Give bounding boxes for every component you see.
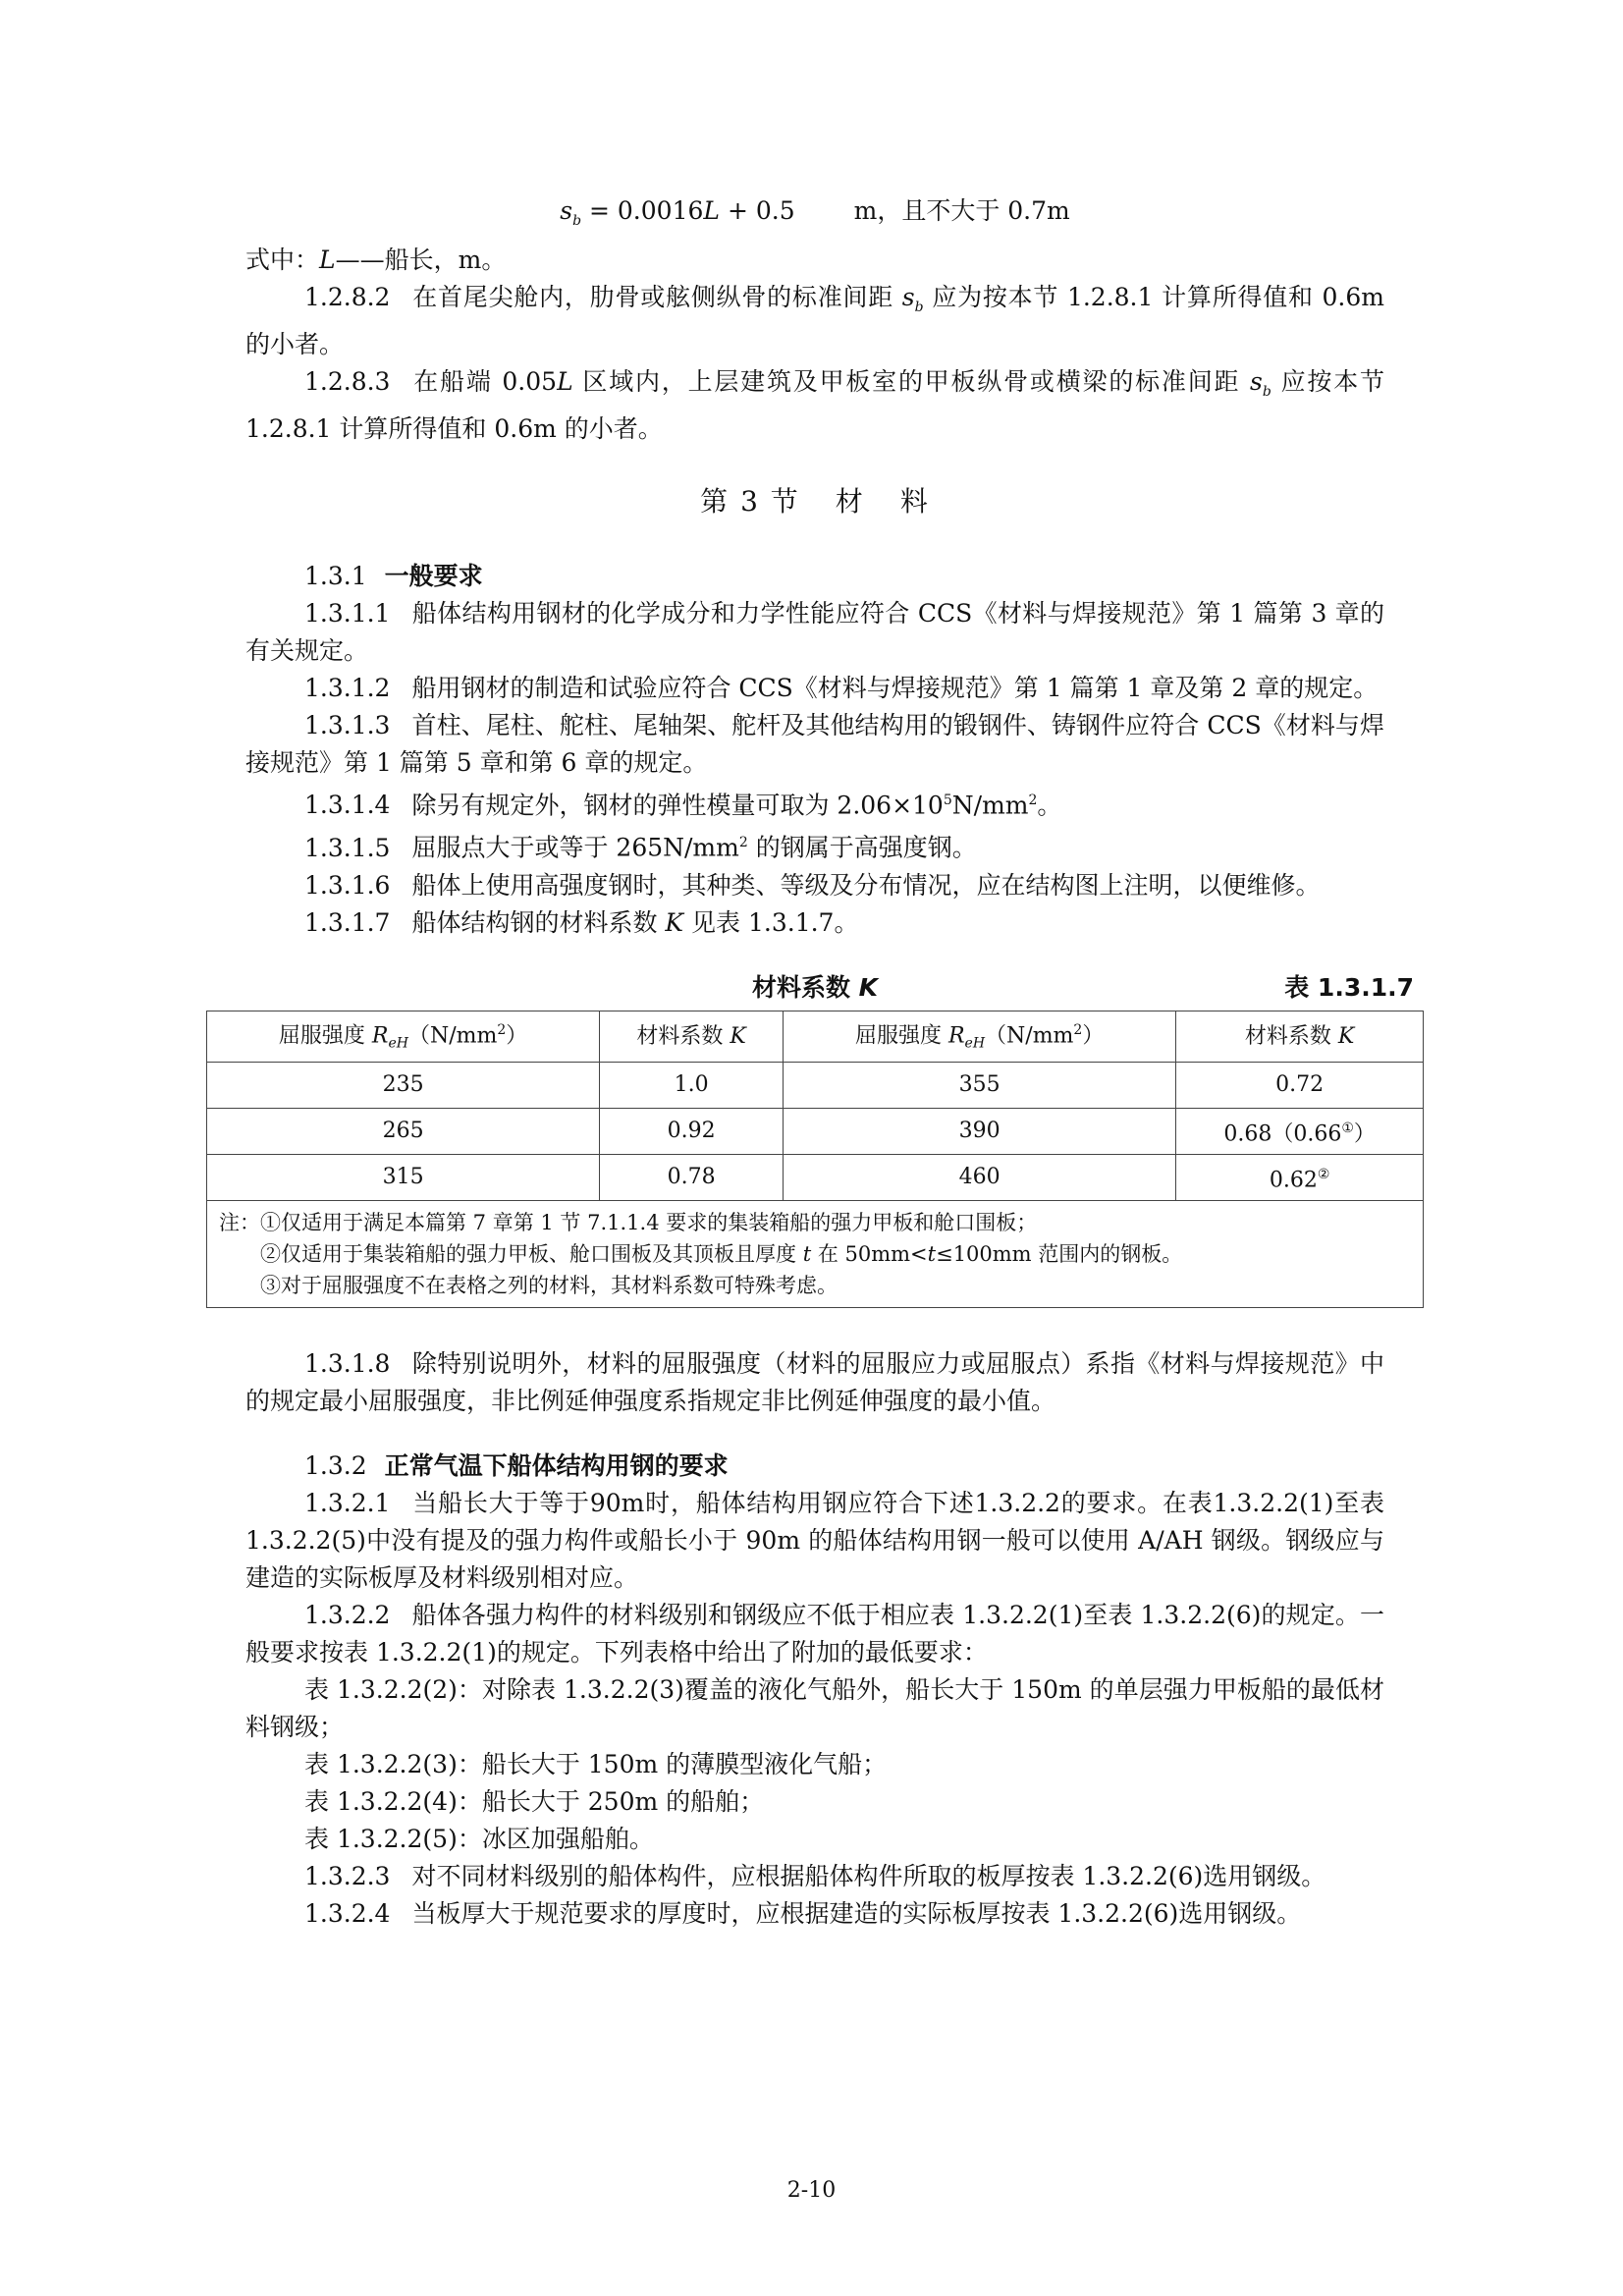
table-note-3: ③对于屈服强度不在表格之列的材料，其材料系数可特殊考虑。 bbox=[260, 1274, 838, 1298]
table-notes bbox=[207, 1201, 1424, 1308]
heading-number: 1.3.2 bbox=[304, 1451, 367, 1481]
clause-1-2-8-3 bbox=[245, 363, 1384, 448]
header-sub: eH bbox=[964, 1035, 986, 1052]
clause-text: 应按本节 1.2.8.1 计算所得值和 0.6m 的小者。 bbox=[245, 367, 1384, 443]
clause-number: 1.3.1.2 bbox=[304, 674, 391, 702]
clause-number: 1.3.2.3 bbox=[304, 1862, 391, 1891]
symbol-sub: b bbox=[1262, 384, 1271, 400]
symbol-s: s bbox=[1250, 367, 1263, 396]
header-var: R bbox=[947, 1022, 965, 1048]
heading-title: 正常气温下船体结构用钢的要求 bbox=[384, 1451, 729, 1481]
table-row bbox=[207, 1109, 1424, 1155]
list-item: 表 1.3.2.2(2)：对除表 1.3.2.2(3)覆盖的液化气船外，船长大于 150m 的单层强力甲板船的最低材料钢级； bbox=[245, 1675, 1384, 1742]
clause-number: 1.3.1.8 bbox=[304, 1349, 391, 1379]
table-note-2 bbox=[219, 1238, 1411, 1270]
table-cell: 315 bbox=[207, 1155, 600, 1201]
note-text: ≤100mm 范围内的钢板。 bbox=[936, 1242, 1183, 1267]
clause-1-2-8-2 bbox=[245, 279, 1384, 363]
cell-value: ） bbox=[1353, 1121, 1376, 1147]
table-cell: 460 bbox=[784, 1155, 1176, 1201]
clause-text: 船用钢材的制造和试验应符合 CCS《材料与焊接规范》第 1 篇第 1 章及第 2 章的规定。 bbox=[411, 674, 1379, 702]
clause-1-3-1-3 bbox=[245, 707, 1384, 782]
note-marker: ② bbox=[1317, 1167, 1330, 1183]
clause-text: 在首尾尖舱内，肋骨或舷侧纵骨的标准间距 bbox=[411, 283, 902, 311]
clause-text: 区域内，上层建筑及甲板室的甲板纵骨或横梁的标准间距 bbox=[572, 367, 1251, 396]
formula-rhs-prefix: = 0.0016 bbox=[581, 196, 704, 225]
clause-1-3-1-2 bbox=[245, 670, 1384, 707]
formula-lhs: s bbox=[560, 196, 573, 225]
symbol-k: K bbox=[665, 907, 684, 937]
header-var: K bbox=[1337, 1023, 1355, 1049]
table-title-var: K bbox=[858, 972, 879, 1002]
header-sup: 2 bbox=[497, 1021, 507, 1038]
header-text: ） bbox=[506, 1022, 528, 1048]
formula-lhs-sub: b bbox=[572, 213, 582, 229]
clause-text: 首柱、尾柱、舵柱、尾轴架、舵杆及其他结构用的锻钢件、铸钢件应符合 CCS《材料与焊接规范》第 1 篇第 5 章和第 6 章的规定。 bbox=[245, 711, 1384, 777]
heading-number: 1.3.1 bbox=[304, 562, 367, 590]
clause-text: 应为按本节 1.2.8.1 计算所得值和 0.6m 的小者。 bbox=[245, 283, 1384, 358]
formula-rhs-suffix: + 0.5 bbox=[720, 196, 795, 225]
table-row bbox=[207, 1155, 1424, 1201]
header-cell bbox=[207, 1011, 600, 1063]
clause-text: 船体各强力构件的材料级别和钢级应不低于相应表 1.3.2.2(1)至表 1.3.2.2(6)的规定。一般要求按表 1.3.2.2(1)的规定。下列表格中给出了附加的最低要求： bbox=[245, 1601, 1384, 1667]
table-cell: 390 bbox=[784, 1109, 1176, 1155]
table-title bbox=[206, 969, 1424, 1007]
document-page bbox=[219, 187, 1414, 1933]
header-cell bbox=[600, 1011, 784, 1063]
clause-number: 1.3.1.6 bbox=[304, 870, 391, 900]
superscript: 2 bbox=[1028, 793, 1038, 808]
cell-value: 0.62 bbox=[1269, 1168, 1318, 1193]
where-prefix: 式中： bbox=[245, 246, 320, 274]
clause-text: 。 bbox=[1037, 791, 1062, 820]
list-item: 表 1.3.2.2(5)：冰区加强船舶。 bbox=[304, 1825, 654, 1854]
clause-number: 1.3.1.1 bbox=[304, 599, 391, 628]
where-text: ——船长，m。 bbox=[335, 246, 507, 274]
clause-1-3-1-5 bbox=[245, 824, 1384, 866]
header-text: （N/mm bbox=[985, 1022, 1074, 1048]
clause-text: 船体上使用高强度钢时，其种类、等级及分布情况，应在结构图上注明，以便维修。 bbox=[411, 870, 1321, 900]
material-factor-table bbox=[206, 1011, 1424, 1309]
note-var: t bbox=[802, 1242, 812, 1267]
table-label: 表 1.3.1.7 bbox=[1284, 972, 1414, 1002]
table-cell: 1.0 bbox=[600, 1063, 784, 1109]
header-text: （N/mm bbox=[407, 1022, 498, 1048]
section-title bbox=[245, 481, 1384, 522]
clause-number: 1.3.2.1 bbox=[304, 1489, 391, 1518]
table-row bbox=[207, 1063, 1424, 1109]
clause-text: N/mm bbox=[951, 791, 1029, 820]
clause-number: 1.3.1.5 bbox=[304, 833, 391, 862]
header-cell bbox=[1176, 1011, 1424, 1063]
header-text: 材料系数 bbox=[636, 1023, 730, 1049]
clause-text: 船体结构用钢材的化学成分和力学性能应符合 CCS《材料与焊接规范》第 1 篇第 3 章的有关规定。 bbox=[245, 599, 1384, 665]
clause-1-3-2-3 bbox=[245, 1858, 1384, 1895]
clause-1-3-1-6 bbox=[245, 867, 1384, 904]
table-header-row bbox=[207, 1011, 1424, 1063]
table-cell: 0.78 bbox=[600, 1155, 784, 1201]
symbol-l: L bbox=[557, 367, 573, 396]
header-text: 屈服强度 bbox=[854, 1022, 948, 1048]
note-text: ②仅适用于集装箱船的强力甲板、舱口围板及其顶板且厚度 bbox=[260, 1242, 803, 1267]
heading-1-3-1 bbox=[245, 558, 1384, 595]
clause-1-3-2-1 bbox=[245, 1485, 1384, 1597]
section-word-1: 材 bbox=[835, 485, 865, 518]
table-cell: 0.92 bbox=[600, 1109, 784, 1155]
where-var: L bbox=[319, 246, 336, 274]
note-text: 在 50mm< bbox=[811, 1242, 928, 1267]
header-cell bbox=[784, 1011, 1176, 1063]
table-caption bbox=[206, 969, 1424, 1011]
clause-number: 1.3.1.7 bbox=[304, 907, 391, 937]
note-marker: ① bbox=[1341, 1121, 1354, 1137]
header-text: ） bbox=[1082, 1022, 1105, 1048]
clause-text: 的钢属于高强度钢。 bbox=[747, 833, 977, 862]
header-var: R bbox=[371, 1022, 389, 1048]
where-line bbox=[245, 242, 1384, 279]
clause-number: 1.2.8.2 bbox=[304, 283, 391, 311]
clause-text: 屈服点大于或等于 265N/mm bbox=[411, 833, 739, 862]
formula-unit-note: m，且不大于 0.7m bbox=[853, 196, 1070, 225]
cell-value: 0.68（0.66 bbox=[1223, 1121, 1342, 1147]
clause-text: 除特别说明外，材料的屈服强度（材料的屈服应力或屈服点）系指《材料与焊接规范》中的规定最小屈服强度，非比例延伸强度系指规定非比例延伸强度的最小值。 bbox=[245, 1349, 1384, 1416]
clause-number: 1.3.1.3 bbox=[304, 711, 391, 739]
symbol-s: s bbox=[901, 283, 915, 311]
clause-number: 1.3.2.4 bbox=[304, 1899, 391, 1929]
header-sub: eH bbox=[388, 1035, 408, 1052]
table-cell: 265 bbox=[207, 1109, 600, 1155]
superscript: 5 bbox=[943, 793, 952, 808]
page-number: 2-10 bbox=[786, 2178, 837, 2203]
table-title-text: 材料系数 bbox=[751, 972, 859, 1002]
table-cell: 355 bbox=[784, 1063, 1176, 1109]
table-notes-row bbox=[207, 1201, 1424, 1308]
note-var: t bbox=[927, 1242, 937, 1267]
header-var: K bbox=[730, 1023, 746, 1049]
clause-text: 当船长大于等于90m时，船体结构用钢应符合下述1.3.2.2的要求。在表1.3.2.2(1)至表 1.3.2.2(5)中没有提及的强力构件或船长小于 90m 的船体结构用钢一般可以使用 A/AH 钢级。钢级应与建造的实际板厚及材料级别相对应。 bbox=[245, 1489, 1384, 1593]
clause-1-3-2-2 bbox=[245, 1597, 1384, 1671]
formula-var-l: L bbox=[703, 196, 720, 225]
clause-text: 船体结构钢的材料系数 bbox=[411, 907, 666, 937]
formula-sb bbox=[245, 187, 1384, 236]
section-number: 第 3 节 bbox=[700, 485, 800, 518]
list-item: 表 1.3.2.2(3)：船长大于 150m 的薄膜型液化气船； bbox=[304, 1750, 888, 1779]
header-text: 屈服强度 bbox=[278, 1022, 372, 1048]
superscript: 2 bbox=[738, 835, 748, 851]
clause-1-3-1-8 bbox=[245, 1345, 1384, 1420]
heading-title: 一般要求 bbox=[384, 562, 483, 590]
clause-text: 见表 1.3.1.7。 bbox=[683, 907, 859, 937]
list-item: 表 1.3.2.2(4)：船长大于 250m 的船舶； bbox=[304, 1787, 765, 1817]
clause-1-3-1-7 bbox=[245, 904, 1384, 942]
table-cell: 235 bbox=[207, 1063, 600, 1109]
table-cell bbox=[1176, 1109, 1424, 1155]
clause-number: 1.3.2.2 bbox=[304, 1601, 391, 1630]
heading-1-3-2 bbox=[245, 1448, 1384, 1485]
clause-number: 1.3.1.4 bbox=[304, 791, 391, 820]
table-cell bbox=[1176, 1063, 1424, 1109]
section-word-2: 料 bbox=[899, 485, 930, 518]
table-note-1: 注：①仅适用于满足本篇第 7 章第 1 节 7.1.1.4 要求的集装箱船的强力甲板和舱口围板； bbox=[219, 1211, 1038, 1235]
table-cell bbox=[1176, 1155, 1424, 1201]
symbol-sub: b bbox=[914, 300, 924, 315]
header-sup: 2 bbox=[1073, 1021, 1083, 1038]
clause-text: 在船端 0.05 bbox=[411, 367, 558, 396]
material-factor-table-block bbox=[206, 969, 1424, 1309]
clause-1-3-1-4 bbox=[245, 782, 1384, 824]
header-text: 材料系数 bbox=[1244, 1023, 1338, 1049]
clause-1-3-1-1 bbox=[245, 595, 1384, 670]
clause-text: 除另有规定外，钢材的弹性模量可取为 2.06×10 bbox=[411, 791, 944, 820]
cell-value: 0.72 bbox=[1275, 1072, 1325, 1098]
clause-text: 当板厚大于规范要求的厚度时，应根据建造的实际板厚按表 1.3.2.2(6)选用钢级。 bbox=[411, 1899, 1302, 1929]
clause-text: 对不同材料级别的船体构件，应根据船体构件所取的板厚按表 1.3.2.2(6)选用钢级。 bbox=[411, 1862, 1326, 1891]
clause-number: 1.2.8.3 bbox=[304, 367, 391, 396]
clause-1-3-2-4 bbox=[245, 1895, 1384, 1933]
